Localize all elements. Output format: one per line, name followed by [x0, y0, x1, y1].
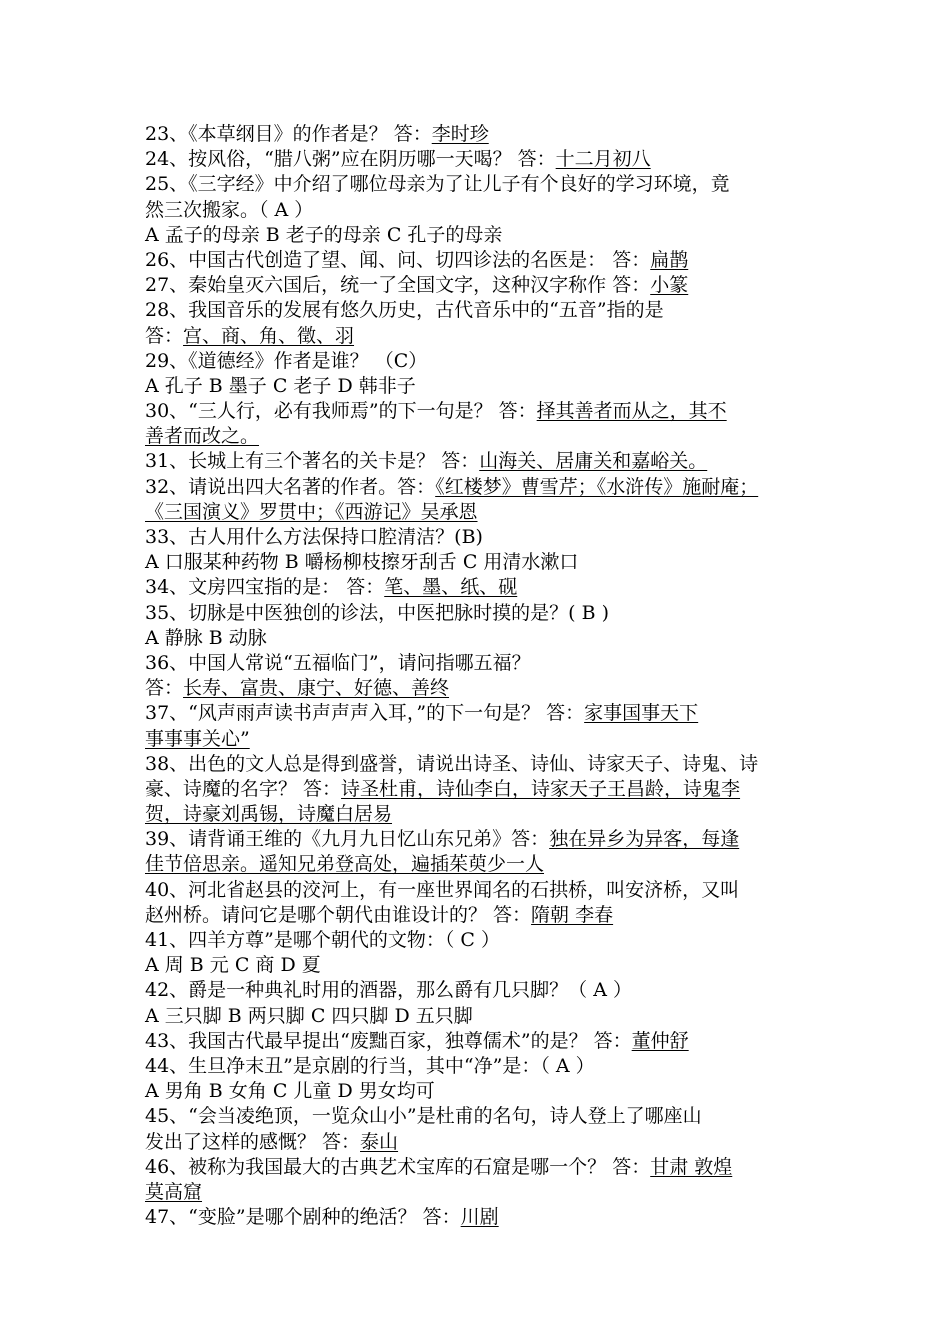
text-line: [145, 701, 815, 726]
question-text: 30、“三人行，必有我师焉”的下一句是？ 答：: [145, 400, 537, 423]
text-line: [145, 575, 815, 600]
answer-text: 事事事关心”: [145, 727, 250, 750]
text-line: [145, 1079, 815, 1104]
answer-text: 独在异乡为异客，每逢: [549, 828, 740, 851]
text-line: [145, 1180, 815, 1205]
question-text: A 静脉 B 动脉: [145, 626, 267, 649]
answer-text: 笔、墨、纸、砚: [384, 576, 518, 599]
answer-text: 诗圣杜甫，诗仙李白，诗家天子王昌龄，诗鬼李: [341, 777, 741, 800]
text-line: [145, 500, 815, 525]
text-line: [145, 122, 815, 147]
question-text: 45、“会当凌绝顶，一览众山小”是杜甫的名句，诗人登上了哪座山: [145, 1105, 702, 1128]
question-text: 答：: [145, 677, 184, 700]
answer-text: 莫高窟: [145, 1180, 203, 1203]
text-line: [145, 349, 815, 374]
question-text: 29、《道德经》作者是谁？ （C）: [145, 349, 428, 372]
question-text: 37、“风声雨声读书声声声入耳，”的下一句是？ 答：: [145, 702, 585, 725]
answer-text: 宫、商、角、徵、羽: [183, 324, 355, 347]
answer-text: 《红楼梦》曹雪芹；《水浒传》施耐庵；: [435, 475, 759, 498]
text-line: [145, 1029, 815, 1054]
answer-text: 十二月初八: [555, 148, 651, 171]
question-text: A 孔子 B 墨子 C 老子 D 韩非子: [145, 374, 416, 397]
text-line: [145, 827, 815, 852]
text-line: [145, 223, 815, 248]
answer-text: 隋朝 李春: [531, 903, 614, 926]
text-line: [145, 777, 815, 802]
text-line: [145, 1205, 815, 1230]
question-text: A 三只脚 B 两只脚 C 四只脚 D 五只脚: [145, 1004, 473, 1027]
text-line: [145, 550, 815, 575]
text-line: [145, 449, 815, 474]
text-line: [145, 424, 815, 449]
answer-text: 川剧: [460, 1206, 499, 1229]
question-text: 38、出色的文人总是得到盛誉，请说出诗圣、诗仙、诗家天子、诗鬼、诗: [145, 752, 759, 775]
answer-text: 山海关、居庸关和嘉峪关。: [479, 450, 708, 473]
quiz-text: [145, 122, 815, 1230]
text-line: [145, 1104, 815, 1129]
text-line: [145, 727, 815, 752]
question-text: 41、四羊方尊”是哪个朝代的文物：（ C ）: [145, 929, 501, 951]
question-text: 31、长城上有三个著名的关卡是？ 答：: [145, 450, 480, 473]
answer-text: 贺，诗豪刘禹锡，诗魔白居易: [145, 803, 393, 826]
text-line: [145, 878, 815, 903]
text-line: [145, 953, 815, 978]
question-text: A 周 B 元 C 商 D 夏: [145, 954, 321, 977]
answer-text: 董仲舒: [631, 1029, 689, 1052]
text-line: [145, 147, 815, 172]
answer-text: 家事国事天下: [584, 702, 699, 725]
text-line: [145, 651, 815, 676]
question-text: 34、文房四宝指的是： 答：: [145, 576, 385, 599]
answer-text: 善者而改之。: [145, 425, 260, 448]
answer-text: 泰山: [360, 1130, 399, 1153]
text-line: [145, 525, 815, 550]
question-text: 27、秦始皇灭六国后，统一了全国文字，这种汉字称作 答：: [145, 274, 651, 297]
question-text: 36、中国人常说“五福临门”，请问指哪五福？: [145, 651, 531, 674]
text-line: [145, 1155, 815, 1180]
text-line: [145, 802, 815, 827]
text-line: [145, 903, 815, 928]
text-line: [145, 324, 815, 349]
text-line: [145, 626, 815, 651]
question-text: A 孟子的母亲 B 老子的母亲 C 孔子的母亲: [145, 223, 503, 246]
text-line: [145, 928, 815, 953]
answer-text: 择其善者而从之，其不: [536, 400, 727, 423]
question-text: 43、我国古代最早提出“废黜百家，独尊儒术”的是？ 答：: [145, 1029, 632, 1052]
text-line: [145, 273, 815, 298]
question-text: 25、《三字经》中介绍了哪位母亲为了让儿子有个良好的学习环境，竟: [145, 173, 730, 196]
text-line: [145, 752, 815, 777]
text-line: [145, 601, 815, 626]
question-text: 42、爵是一种典礼时用的酒器，那么爵有几只脚？（ A ）: [145, 979, 632, 1002]
question-text: 33、古人用什么方法保持口腔清洁？(B): [145, 526, 483, 548]
question-text: 47、“变脸”是哪个剧种的绝活？ 答：: [145, 1206, 461, 1229]
question-text: 39、请背诵王维的《九月九日忆山东兄弟》答：: [145, 828, 550, 851]
question-text: 豪、诗魔的名字？ 答：: [145, 777, 342, 800]
answer-text: 长寿、富贵、康宁、好德、善终: [183, 677, 450, 700]
answer-text: 《三国演义》罗贯中；《西游记》吴承恩: [145, 500, 478, 523]
text-line: [145, 374, 815, 399]
question-text: 然三次搬家。（ A ）: [145, 198, 314, 221]
question-text: A 口服某种药物 B 嚼杨柳枝擦牙刮舌 C 用清水漱口: [145, 551, 579, 574]
answer-text: 小篆: [650, 274, 689, 297]
text-line: [145, 852, 815, 877]
text-line: [145, 1004, 815, 1029]
question-text: 26、中国古代创造了望、闻、问、切四诊法的名医是： 答：: [145, 248, 651, 271]
question-text: 23、《本草纲目》的作者是？ 答：: [145, 123, 432, 145]
answer-text: 佳节倍思亲。遥知兄弟登高处，遍插茱萸少一人: [145, 853, 545, 876]
question-text: 24、按风俗，“腊八粥”应在阴历哪一天喝？ 答：: [145, 148, 556, 171]
question-text: 32、请说出四大名著的作者。答：: [145, 475, 436, 498]
question-text: A 男角 B 女角 C 儿童 D 男女均可: [145, 1080, 435, 1103]
question-text: 赵州桥。请问它是哪个朝代由谁设计的？ 答：: [145, 903, 532, 926]
text-line: [145, 676, 815, 701]
answer-text: 扁鹊: [650, 248, 689, 271]
text-line: [145, 1054, 815, 1079]
question-text: 发出了这样的感慨？ 答：: [145, 1130, 361, 1153]
text-line: [145, 298, 815, 323]
question-text: 46、被称为我国最大的古典艺术宝库的石窟是哪一个？ 答：: [145, 1155, 651, 1178]
text-line: [145, 198, 815, 223]
text-line: [145, 399, 815, 424]
question-text: 答：: [145, 324, 184, 347]
text-line: [145, 475, 815, 500]
text-line: [145, 1130, 815, 1155]
question-text: 44、生旦净末丑”是京剧的行当，其中“净”是：（ A ）: [145, 1054, 595, 1077]
text-line: [145, 978, 815, 1003]
question-text: 28、我国音乐的发展有悠久历史，古代音乐中的“五音”指的是: [145, 299, 664, 322]
answer-text: 甘肃 敦煌: [650, 1155, 733, 1178]
question-text: 35、切脉是中医独创的诊法，中医把脉时摸的是？( B ): [145, 601, 610, 624]
text-line: [145, 172, 815, 197]
answer-text: 李时珍: [431, 123, 489, 145]
text-line: [145, 248, 815, 273]
question-text: 40、河北省赵县的洨河上，有一座世界闻名的石拱桥，叫安济桥，又叫: [145, 878, 740, 901]
